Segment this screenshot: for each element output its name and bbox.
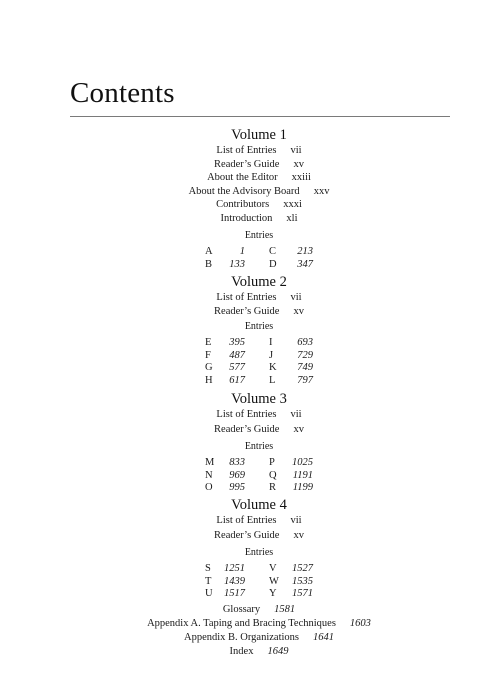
entry-letter[interactable]: Q [269,469,277,481]
front-matter-page: xli [286,212,298,224]
volume-heading: Volume 3 [231,391,287,407]
back-matter-page: 1641 [313,632,334,643]
entry-page[interactable]: 969 [229,469,245,481]
front-matter-item[interactable] [0,171,500,184]
entries-heading: Entries [244,441,274,452]
entry-letter[interactable]: F [205,349,211,361]
front-matter-item[interactable] [0,529,500,542]
front-matter-label: Reader’s Guide [214,530,280,541]
front-matter-label: Reader’s Guide [214,305,280,317]
entry-letter[interactable]: N [205,469,213,481]
front-matter-page: xxiii [291,172,311,183]
entry-row [205,481,315,494]
entry-row [205,245,315,258]
entry-letter[interactable]: R [269,482,277,493]
front-matter-item[interactable] [0,408,500,421]
back-matter-page: 1649 [267,646,289,657]
entry-page[interactable]: 1571 [292,588,313,599]
front-matter-page: xxxi [283,199,302,210]
volume-heading: Volume 2 [231,274,287,290]
front-matter-item[interactable] [0,158,500,171]
front-matter-page: xv [293,423,304,435]
entry-page[interactable]: 1439 [224,575,245,587]
front-matter-label: Contributors [216,199,270,210]
page-title: Contents [70,77,175,109]
entry-letter[interactable]: P [269,457,275,468]
entry-row [205,374,315,387]
front-matter-label: Reader’s Guide [214,158,280,170]
front-matter-item[interactable] [0,305,500,318]
entries-heading: Entries [244,547,274,558]
back-matter-label: Index [229,646,254,657]
entry-letter[interactable]: M [205,457,215,468]
entry-row [205,575,315,588]
front-matter-label: Reader’s Guide [214,423,280,435]
front-matter-item[interactable] [0,212,500,225]
front-matter-item[interactable] [0,144,500,157]
front-matter-label: List of Entries [216,292,277,303]
entry-row [205,469,315,482]
entry-letter[interactable]: V [269,563,277,574]
entry-page[interactable]: 487 [229,349,245,361]
entry-letter[interactable]: O [205,482,213,493]
entry-letter[interactable]: E [205,337,212,348]
entry-letter[interactable]: J [269,349,274,361]
back-matter-item[interactable] [0,603,500,616]
entry-page[interactable]: 133 [229,258,245,270]
entry-letter[interactable]: T [205,575,212,587]
entry-page[interactable]: 395 [229,337,245,348]
back-matter-item[interactable] [0,645,500,658]
entry-row [205,258,315,271]
back-matter-page: 1581 [274,604,296,615]
entry-page[interactable]: 833 [229,457,245,468]
entry-letter[interactable]: H [205,374,213,386]
entry-letter[interactable]: B [205,258,213,270]
front-matter-label: About the Advisory Board [188,185,300,197]
front-matter-label: List of Entries [216,515,277,526]
entry-page[interactable]: 1527 [292,563,313,574]
entry-page[interactable]: 693 [297,337,313,348]
front-matter-page: vii [290,409,302,420]
entry-letter[interactable]: I [269,337,273,348]
back-matter-label: Glossary [222,604,261,615]
entry-page[interactable]: 1191 [292,469,313,481]
entry-letter[interactable]: G [205,362,213,373]
entries-heading: Entries [244,321,274,332]
entry-row [205,587,315,600]
entry-page[interactable]: 729 [297,349,313,361]
front-matter-item[interactable] [0,198,500,211]
entry-page[interactable]: 995 [229,482,245,493]
entries-heading: Entries [244,230,274,241]
entry-letter[interactable]: D [269,258,277,270]
entry-page[interactable]: 577 [229,362,245,373]
volume-heading: Volume 4 [231,497,287,513]
back-matter-label: Appendix A. Taping and Bracing Techniques [147,618,336,629]
entry-page[interactable]: 617 [229,374,245,386]
front-matter-page: vii [290,292,302,303]
back-matter-label: Appendix B. Organizations [184,632,299,643]
entry-page[interactable]: 347 [297,258,313,270]
front-matter-page: xv [293,158,304,170]
front-matter-label: List of Entries [216,409,277,420]
front-matter-page: xxv [313,185,330,197]
entry-page[interactable]: 1 [239,246,245,257]
front-matter-item[interactable] [0,514,500,527]
front-matter-page: vii [290,145,302,156]
entry-page[interactable]: 1251 [224,563,245,574]
front-matter-item[interactable] [0,423,500,436]
front-matter-page: xv [293,305,304,317]
entry-letter[interactable]: K [269,362,277,373]
back-matter-item[interactable] [0,631,500,644]
entry-page[interactable]: 797 [297,374,313,386]
back-matter-page: 1603 [349,618,371,629]
front-matter-label: List of Entries [216,145,277,156]
entry-row [205,562,315,575]
entry-row [205,456,315,469]
front-matter-label: Introduction [220,212,273,224]
front-matter-item[interactable] [0,185,500,198]
entry-letter[interactable]: U [205,588,213,599]
entry-letter[interactable]: Y [269,588,277,599]
entry-letter[interactable]: W [269,575,279,587]
entry-row [205,361,315,374]
entry-page[interactable]: 1199 [292,482,313,493]
entry-letter[interactable]: S [205,563,211,574]
entry-letter[interactable]: C [269,246,277,257]
back-matter-item[interactable] [0,617,500,630]
front-matter-page: vii [290,515,302,526]
entry-letter[interactable]: A [205,246,213,257]
entry-page[interactable]: 213 [297,246,313,257]
entry-page[interactable]: 749 [297,362,313,373]
entry-letter[interactable]: L [269,374,276,386]
front-matter-item[interactable] [0,291,500,304]
entry-row [205,336,315,349]
entry-row [205,349,315,362]
volume-heading: Volume 1 [231,127,287,143]
entry-page[interactable]: 1025 [292,457,313,468]
entry-page[interactable]: 1517 [224,588,245,599]
front-matter-label: About the Editor [207,172,278,183]
entry-page[interactable]: 1535 [292,575,313,587]
front-matter-page: xv [293,530,304,541]
